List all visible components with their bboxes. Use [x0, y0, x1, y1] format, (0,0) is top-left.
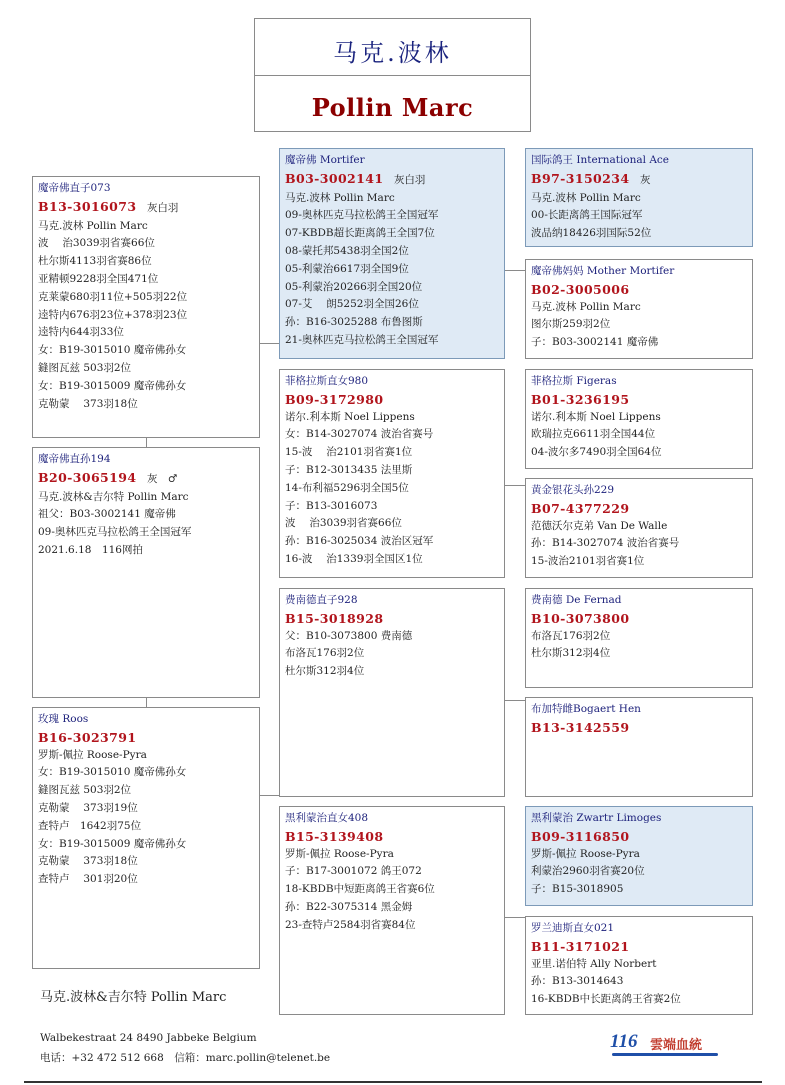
info-line: 马克.波林&吉尔特 Pollin Marc — [38, 490, 189, 503]
ring-number: B20-3065194 — [38, 469, 137, 485]
info-line: 05-利蒙治6617羽全国9位 — [285, 262, 409, 275]
golden-silver-card — [525, 478, 753, 578]
info-line: 图尔斯259羽2位 — [531, 318, 611, 331]
info-line: 女：B19-3015010 魔帝佛孙女 — [38, 766, 187, 779]
half-sib-2-card — [32, 447, 260, 698]
ring-number: B16-3023791 — [38, 729, 137, 745]
info-line: 布洛瓦176羽2位 — [285, 647, 365, 660]
info-line: 07-KBDB超长距离鸽王全国7位 — [285, 227, 435, 240]
info-line: 子：B13-3016073 — [285, 499, 378, 512]
connector — [505, 485, 525, 486]
info-line: 布洛瓦176羽2位 — [531, 629, 611, 642]
info-line: 罗斯-佩拉 Roose-Pyra — [38, 748, 147, 761]
figeras-daughter-card — [279, 369, 505, 578]
half-sib-1-card — [32, 176, 260, 438]
info-line: 波 治3039羽省赛66位 — [285, 517, 402, 530]
info-line: 09-奥林匹克马拉松鸽王全国冠军 — [38, 526, 192, 539]
breeder-name: 马克.波林&吉尔特 Pollin Marc — [40, 990, 227, 1005]
ring-number: B13-3142559 — [531, 719, 630, 735]
info-line: 欧瑞拉克6611羽全国44位 — [531, 428, 656, 441]
info-line: 马克.波林 Pollin Marc — [285, 191, 395, 204]
info-line: 2021.6.18 116网拍 — [38, 543, 143, 556]
info-line: 子：B03-3002141 魔帝佛 — [531, 336, 659, 349]
info-line: 女：B19-3015009 魔帝佛孙女 — [38, 379, 187, 392]
info-line: 14-布利福5296羽全国5位 — [285, 481, 409, 494]
pigeon-name: 费南德直子928 — [285, 594, 358, 606]
ring-number: B11-3171021 — [531, 938, 630, 954]
info-line: 马克.波林 Pollin Marc — [531, 300, 641, 313]
pigeon-color: 灰白羽 — [393, 173, 426, 186]
info-line: 鏠图瓦兹 503羽2位 — [38, 784, 132, 797]
info-line: 子：B15-3018905 — [531, 883, 624, 896]
info-line: 克莱蒙680羽11位+505羽22位 — [38, 290, 188, 303]
info-line: 利蒙治2960羽省赛20位 — [531, 865, 645, 878]
info-line: 15-波治2101羽省赛1位 — [531, 555, 645, 568]
info-line: 罗斯-佩拉 Roose-Pyra — [285, 847, 394, 860]
connector — [259, 795, 279, 796]
info-line: 08-蒙托邦5438羽全国2位 — [285, 244, 409, 257]
info-line: 04-波尔多7490羽全国64位 — [531, 446, 662, 459]
info-line: 逵特内676羽23位+378羽23位 — [38, 308, 188, 321]
info-line: 亚精顿9228羽全国471位 — [38, 272, 159, 285]
pigeon-name: 魔帝佛妈妈 Mother Mortifer — [531, 265, 675, 277]
info-line: 15-波 治2101羽省赛1位 — [285, 446, 413, 459]
info-line: 克勒蒙 373羽18位 — [38, 397, 138, 410]
dam-sire-card — [525, 806, 753, 906]
info-line: 祖父：B03-3002141 魔帝佛 — [38, 508, 176, 521]
info-line: 女：B19-3015010 魔帝佛孙女 — [38, 344, 187, 357]
connector — [505, 917, 525, 918]
ring-number: B01-3236195 — [531, 391, 630, 407]
pigeon-name: 罗兰迪斯直女021 — [531, 922, 615, 934]
info-line: 孙：B16-3025034 波治区冠军 — [285, 535, 434, 548]
info-line: 亚里.诺伯特 Ally Norbert — [531, 957, 657, 970]
footer-contact: 电话：+32 472 512 668 信箱：marc.pollin@telenet.be — [40, 1052, 331, 1064]
info-line: 克勒蒙 373羽18位 — [38, 855, 138, 868]
pigeon-name: 菲格拉斯 Figeras — [531, 375, 617, 387]
ring-number: B09-3172980 — [285, 391, 384, 407]
info-line: 查特卢 1642羽75位 — [38, 819, 142, 832]
info-line: 23-查特卢2584羽省赛84位 — [285, 918, 416, 931]
intl-ace-card — [525, 148, 753, 247]
info-line: 马克.波林 Pollin Marc — [531, 191, 641, 204]
dam-card — [279, 806, 505, 1015]
pigeon-name: 魔帝佛直孙194 — [38, 453, 111, 465]
info-line: 09-奥林匹克马拉松鸽王全国冠军 — [285, 209, 439, 222]
connector — [259, 343, 279, 344]
logo-number: 116 — [610, 1031, 638, 1052]
header-box — [254, 18, 531, 132]
info-line: 子：B17-3001072 鸽王072 — [285, 865, 422, 878]
pigeon-name: 黑利蒙治直女408 — [285, 812, 369, 824]
info-line: 杜尔斯4113羽省赛86位 — [38, 255, 152, 268]
info-line: 07-艾 朗5252羽全国26位 — [285, 298, 419, 311]
figeras-card — [525, 369, 753, 469]
pigeon-name: 黑利蒙治 Zwartr Limoges — [531, 812, 662, 824]
pigeon-name: 魔帝佛直子073 — [38, 182, 111, 194]
owner-name-cn: 马克.波林 — [333, 39, 452, 67]
pigeon-name: 国际鸽王 International Ace — [531, 154, 670, 166]
mother-mortifer-card — [525, 259, 753, 359]
info-line: 孙：B16-3025288 布鲁图斯 — [285, 316, 423, 329]
ring-number: B03-3002141 — [285, 170, 384, 186]
pigeon-color: 灰 ♂ — [146, 472, 178, 485]
connector — [146, 698, 147, 707]
info-line: 21-奥林匹克马拉松鸽王全国冠军 — [285, 333, 439, 346]
sire-dam-card — [525, 697, 753, 797]
info-line: 波品纳18426羽国际52位 — [531, 227, 652, 240]
pigeon-color: 灰 — [639, 173, 651, 186]
info-line: 18-KBDB中短距离鸽王省赛6位 — [285, 883, 435, 896]
connector — [146, 437, 147, 447]
info-line: 鏠图瓦兹 503羽2位 — [38, 361, 132, 374]
info-line: 杜尔斯312羽4位 — [531, 647, 611, 660]
ring-number: B15-3139408 — [285, 828, 384, 844]
info-line: 05-利蒙治20266羽全国20位 — [285, 280, 423, 293]
info-line: 孙：B14-3027074 波治省赛号 — [531, 537, 680, 550]
info-line: 子：B12-3013435 法里斯 — [285, 463, 413, 476]
pigeon-name: 黄金银花头孙229 — [531, 484, 615, 496]
footer-address: Walbekestraat 24 8490 Jabbeke Belgium — [40, 1032, 257, 1044]
pigeon-color: 灰白羽 — [146, 201, 179, 214]
ring-number: B09-3116850 — [531, 828, 630, 844]
pigeon-name: 布加特雌Bogaert Hen — [531, 703, 641, 715]
logo — [610, 1031, 722, 1059]
ring-number: B97-3150234 — [531, 170, 630, 186]
info-line: 查特卢 301羽20位 — [38, 873, 138, 886]
info-line: 女：B19-3015009 魔帝佛孙女 — [38, 837, 187, 850]
ring-number: B10-3073800 — [531, 610, 630, 626]
sire-card — [279, 588, 505, 797]
ring-number: B13-3016073 — [38, 198, 137, 214]
subject-card — [32, 707, 260, 969]
info-line: 杜尔斯312羽4位 — [285, 665, 365, 678]
bottom-rule — [24, 1081, 762, 1083]
info-line: 马克.波林 Pollin Marc — [38, 219, 148, 232]
info-line: 女：B14-3027074 波治省赛号 — [285, 428, 434, 441]
info-line: 16-KBDB中长距离鸽王省赛2位 — [531, 993, 681, 1006]
dam-dam-card — [525, 916, 753, 1015]
ring-number: B02-3005006 — [531, 281, 630, 297]
pigeon-name: 菲格拉斯直女980 — [285, 375, 369, 387]
sire-sire-card — [525, 588, 753, 688]
mortifer-card — [279, 148, 505, 359]
ring-number: B15-3018928 — [285, 610, 384, 626]
pigeon-name: 玫瑰 Roos — [38, 713, 89, 725]
pigeon-name: 魔帝佛 Mortifer — [285, 154, 365, 166]
info-line: 诺尔.利本斯 Noel Lippens — [531, 410, 661, 423]
pigeon-name: 费南德 De Fernad — [531, 594, 622, 606]
info-line: 诺尔.利本斯 Noel Lippens — [285, 410, 415, 423]
header-divider — [255, 75, 530, 76]
ring-number: B07-4377229 — [531, 500, 630, 516]
logo-text: 雲端血統 — [650, 1038, 703, 1053]
info-line: 范德沃尔克弟 Van De Walle — [531, 519, 668, 532]
info-line: 逵特内644羽33位 — [38, 326, 124, 339]
info-line: 00-长距离鸽王国际冠军 — [531, 209, 643, 222]
connector — [505, 270, 525, 271]
connector — [505, 700, 525, 701]
info-line: 克勒蒙 373羽19位 — [38, 801, 138, 814]
info-line: 孙：B22-3075314 黑金姆 — [285, 900, 413, 913]
owner-name-en: Pollin Marc — [311, 93, 474, 122]
logo-swoosh — [612, 1053, 718, 1056]
info-line: 罗斯-佩拉 Roose-Pyra — [531, 847, 640, 860]
info-line: 16-波 治1339羽全国区1位 — [285, 552, 423, 565]
info-line: 波 治3039羽省赛66位 — [38, 237, 155, 250]
info-line: 父：B10-3073800 费南德 — [285, 629, 413, 642]
info-line: 孙：B13-3014643 — [531, 975, 624, 988]
